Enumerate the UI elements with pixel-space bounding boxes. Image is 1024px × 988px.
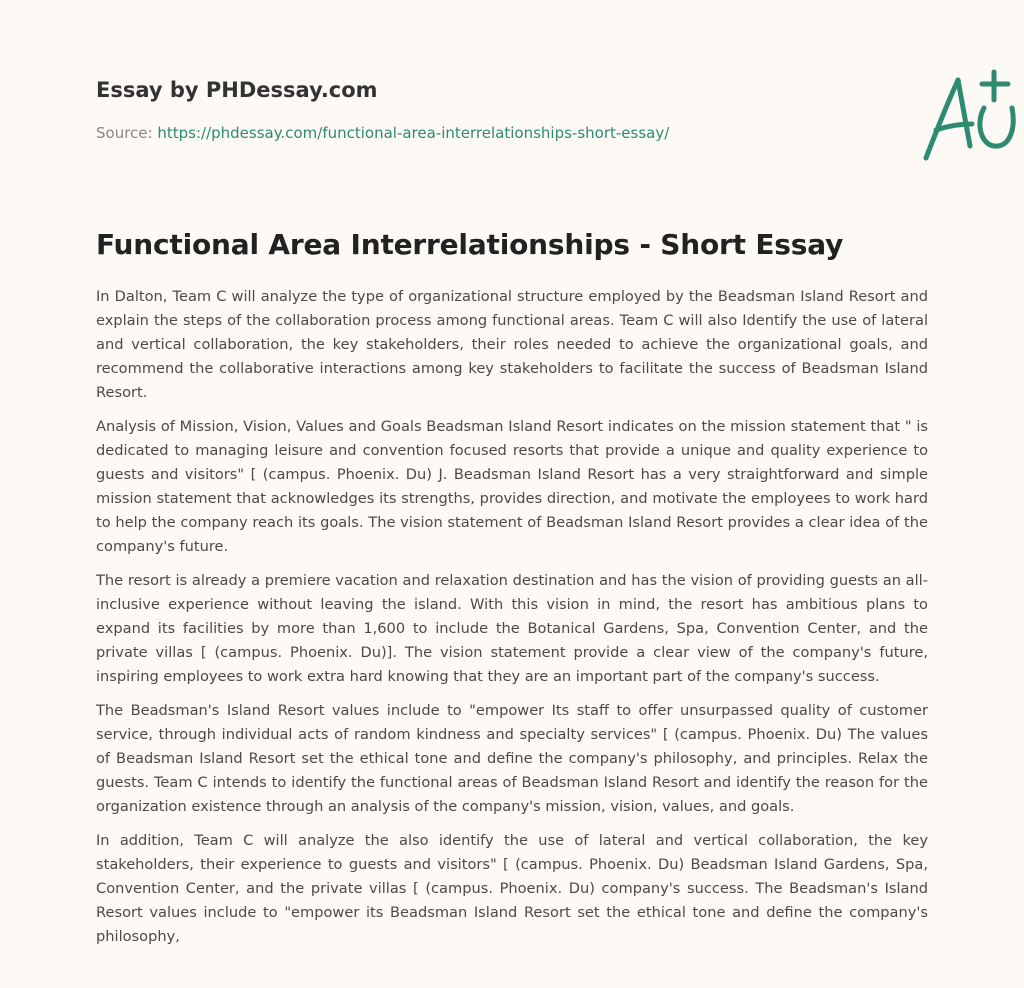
essay-body: [96, 285, 928, 959]
a-plus-grade-icon: [922, 66, 1022, 166]
source-label: Source:: [96, 124, 153, 142]
essay-paragraph: The Beadsman's Island Resort values include to "empower Its staff to offer unsurpassed quality of customer service, through individual acts of random kindness and specialty services" [ (campus. Phoenix. Du) The values of Beadsman Island Resort set the ethical tone and define the company's philosophy, and principles. Relax the guests. Team C intends to identify the functional areas of Beadsman Island Resort and identify the reason for the organization existence through an analysis of the company's mission, vision, values, and goals.: [96, 702, 928, 815]
essay-paragraph: Analysis of Mission, Vision, Values and Goals Beadsman Island Resort indicates on the mission statement that " is dedicated to managing leisure and convention focused resorts that provide a unique and quality experience to guests and visitors" [ (campus. Phoenix. Du) J. Beadsman Island Resort has a very straightforward and simple mission statement that acknowledges its strengths, provides direction, and motivate the employees to work hard to help the company reach its goals. The vision statement of Beadsman Island Resort provides a clear idea of the company's future.: [96, 418, 928, 555]
source-line: [96, 124, 669, 142]
essay-paragraph: In addition, Team C will analyze the also identify the use of lateral and vertical collaboration, the key stakeholders, their experience to guests and visitors" [ (campus. Phoenix. Du) Beadsman Island Gardens, Spa, Convention Center, and the private villas [ (campus. Phoenix. Du) company's success. The Beadsman's Island Resort values include to "empower its Beadsman Island Resort set the ethical tone and define the company's philosophy,: [96, 832, 928, 945]
essay-paragraph: The resort is already a premiere vacation and relaxation destination and has the vision of providing guests an all-inclusive experience without leaving the island. With this vision in mind, the resort has ambitious plans to expand its facilities by more than 1,600 to include the Botanical Gardens, Spa, Convention Center, and the private villas [ (campus. Phoenix. Du)]. The vision statement provide a clear view of the company's future, inspiring employees to work extra hard knowing that they are an important part of the company's success.: [96, 572, 928, 685]
essay-paragraph: In Dalton, Team C will analyze the type of organizational structure employed by the Beadsman Island Resort and explain the steps of the collaboration process among functional areas. Team C will also Identify the use of lateral and vertical collaboration, the key stakeholders, their roles needed to achieve the organizational goals, and recommend the collaborative interactions among key stakeholders to facilitate the success of Beadsman Island Resort.: [96, 288, 928, 401]
essay-title: Functional Area Interrelationships - Short Essay: [96, 228, 844, 261]
source-link[interactable]: https://phdessay.com/functional-area-interrelationships-short-essay/: [157, 124, 670, 142]
site-title: Essay by PHDessay.com: [96, 78, 378, 102]
